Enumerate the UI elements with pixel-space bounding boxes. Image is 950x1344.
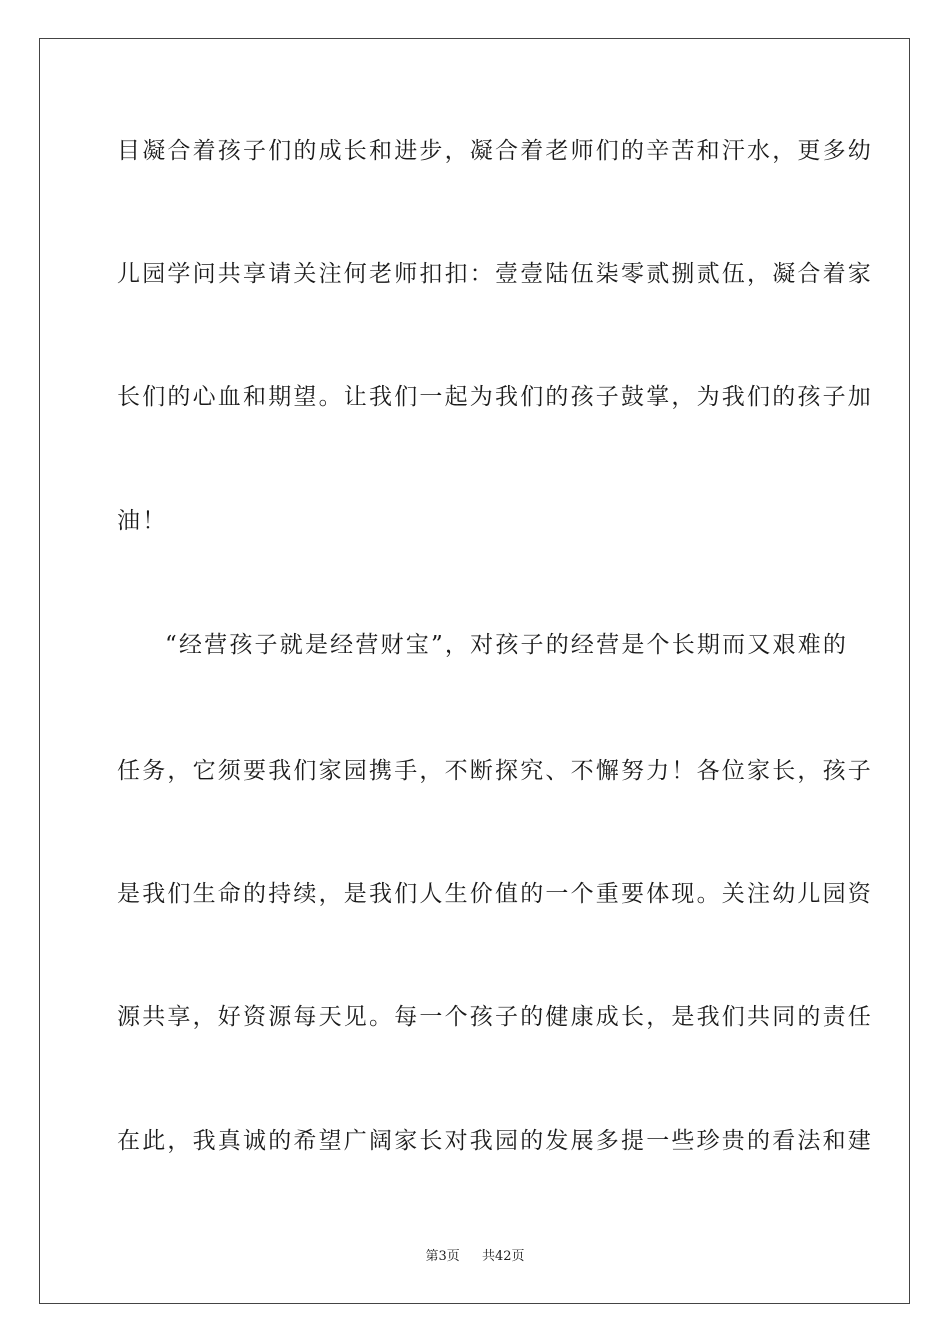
text-line: 儿园学问共享请关注何老师扣扣：壹壹陆伍柒零贰捌贰伍，凝合着家: [117, 261, 873, 287]
text-line: 任务，它须要我们家园携手，不断探究、不懈努力！各位家长，孩子: [117, 758, 873, 784]
text-line: 油！: [117, 508, 168, 534]
text-line: 源共享，好资源每天见。每一个孩子的健康成长，是我们共同的责任: [117, 1004, 873, 1030]
text-line: 目凝合着孩子们的成长和进步，凝合着老师们的辛苦和汗水，更多幼: [117, 138, 873, 164]
page-total: 共42页: [482, 1249, 525, 1264]
text-line: 长们的心血和期望。让我们一起为我们的孩子鼓掌，为我们的孩子加: [117, 384, 873, 410]
text-line: 是我们生命的持续，是我们人生价值的一个重要体现。关注幼儿园资: [117, 881, 873, 907]
page-number: 第3页: [425, 1249, 460, 1264]
text-line: 在此，我真诚的希望广阔家长对我园的发展多提一些珍贵的看法和建: [117, 1128, 873, 1154]
page-border: [39, 38, 910, 1304]
page-footer: [0, 1248, 950, 1266]
text-line: “经营孩子就是经营财宝”，对孩子的经营是个长期而又艰难的: [165, 632, 849, 658]
